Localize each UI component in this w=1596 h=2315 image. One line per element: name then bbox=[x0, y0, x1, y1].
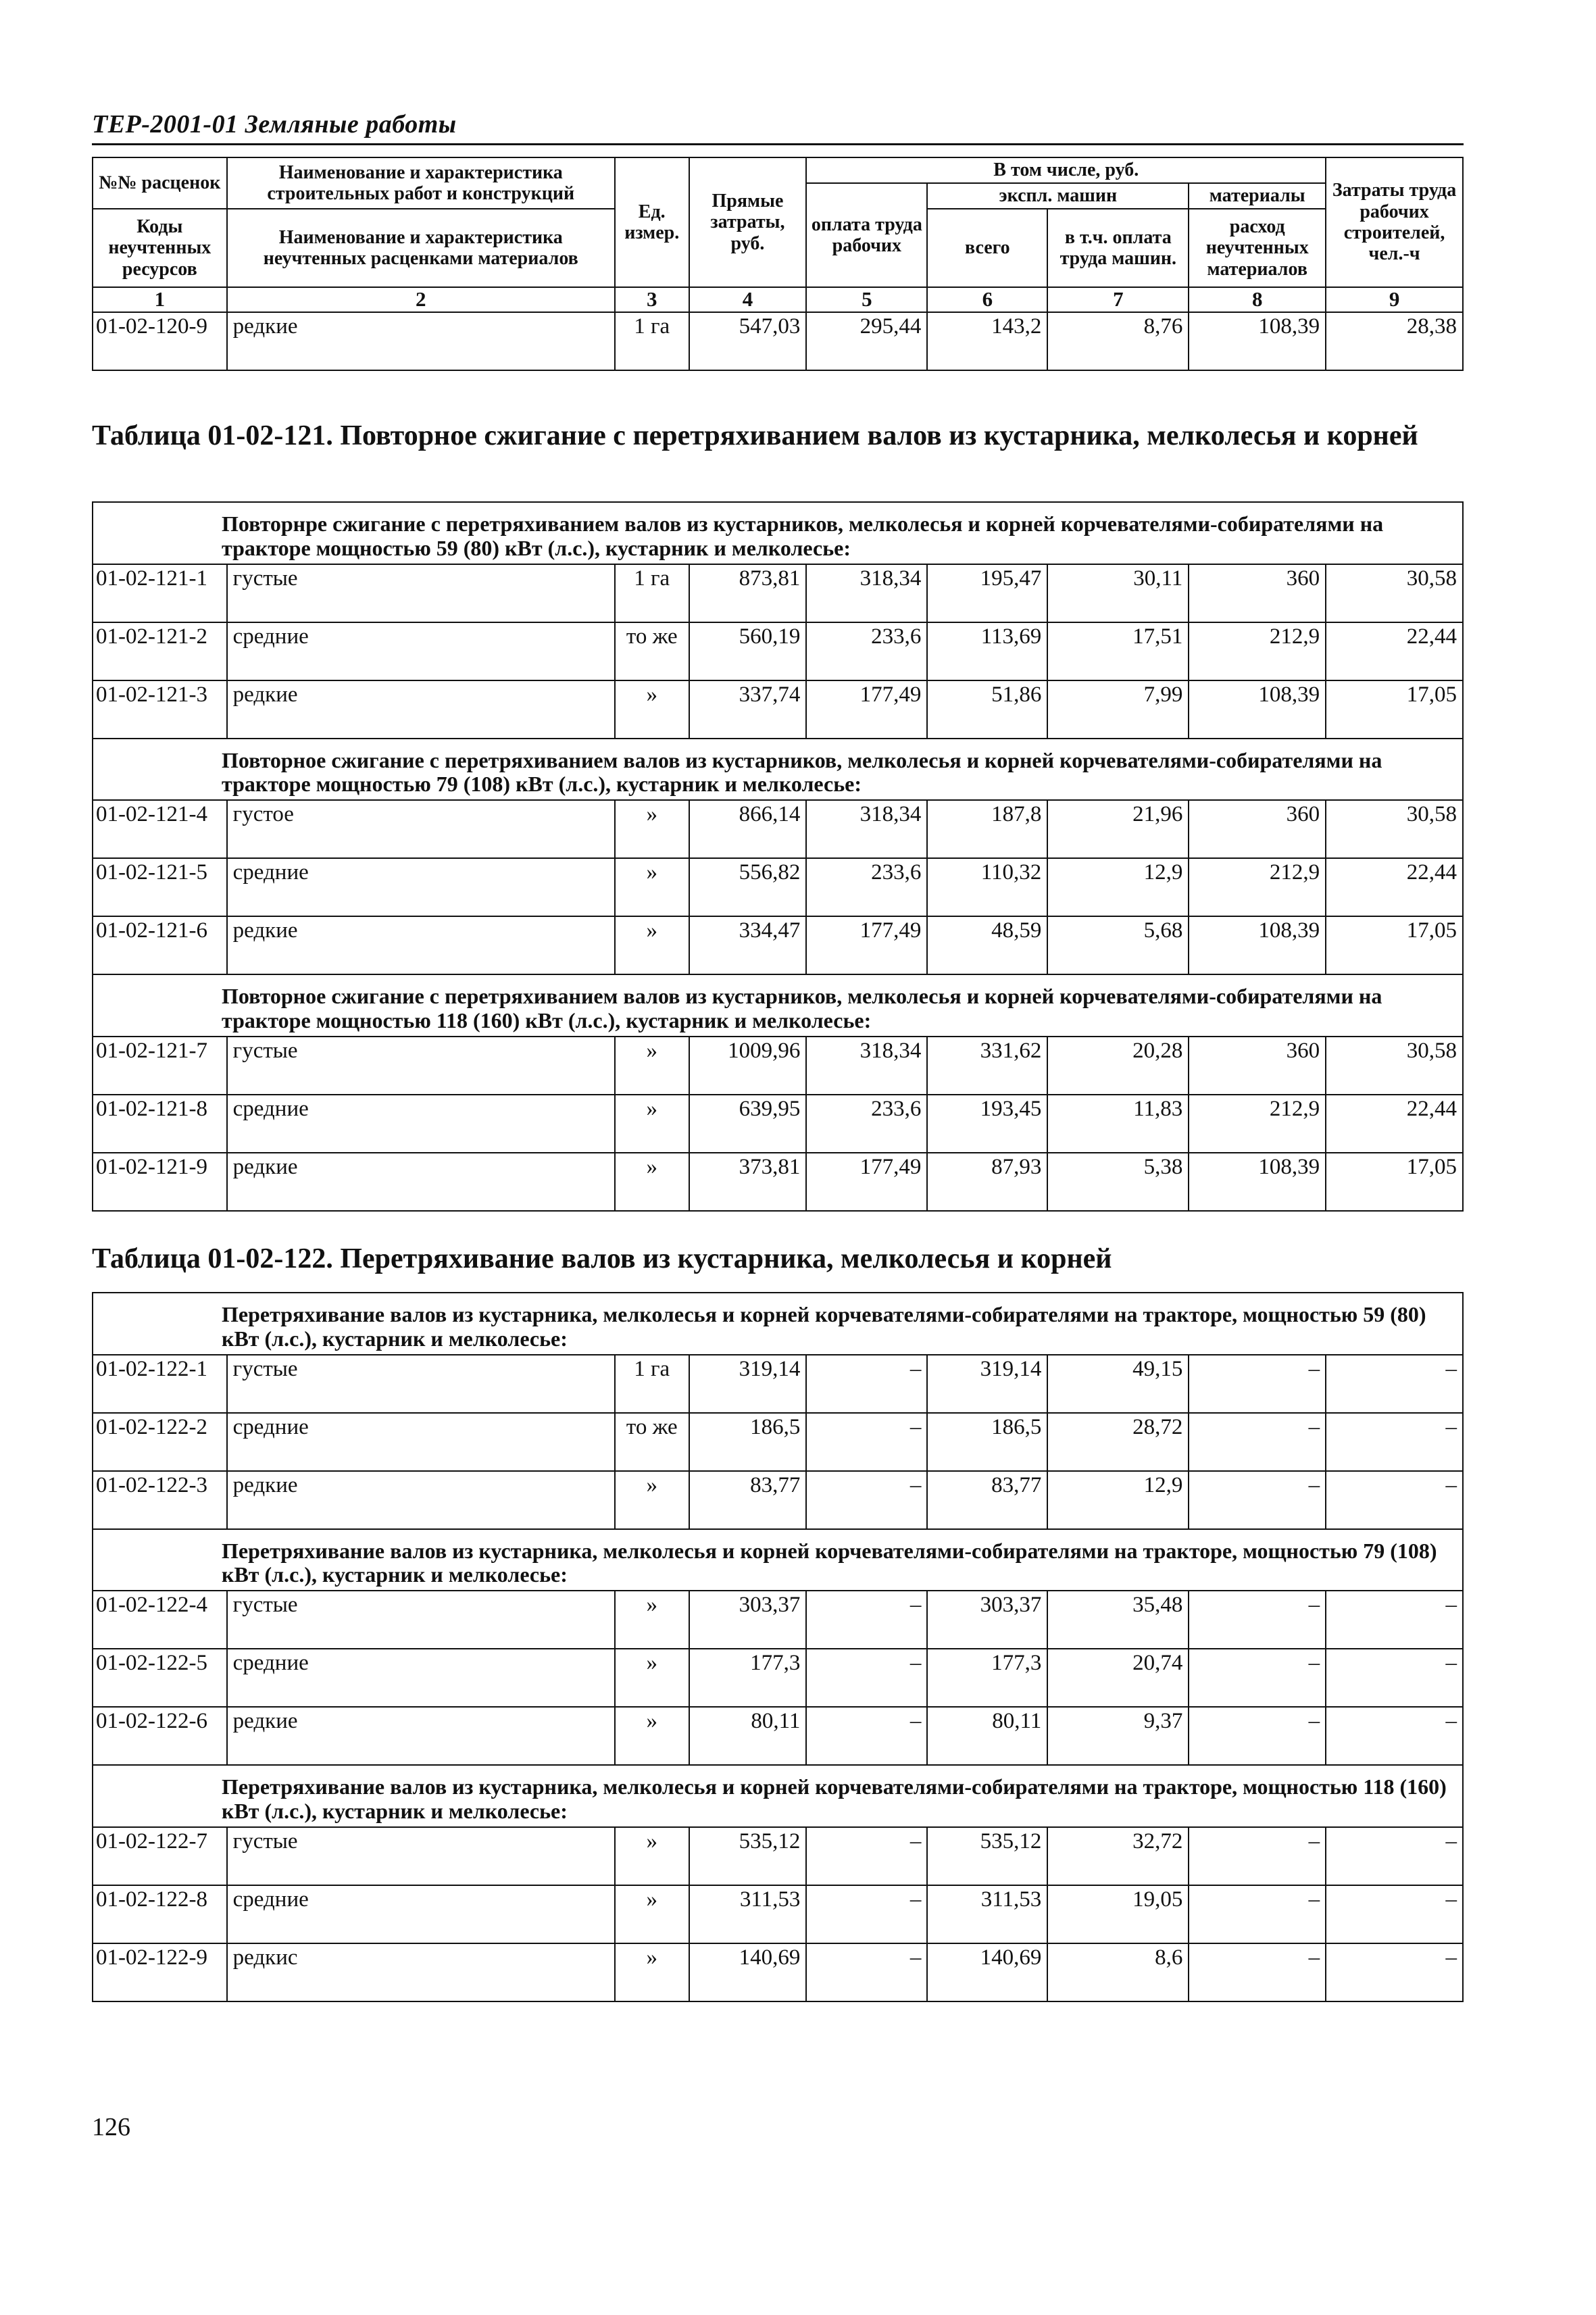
row-unit: то же bbox=[615, 1413, 689, 1471]
row-hours: – bbox=[1326, 1707, 1463, 1765]
table-row bbox=[93, 1037, 1463, 1095]
row-materials: – bbox=[1189, 1707, 1326, 1765]
row-unit: » bbox=[615, 1707, 689, 1765]
table-121-title bbox=[92, 419, 1464, 453]
row-code: 01-02-122-4 bbox=[93, 1591, 227, 1649]
row-name: густые bbox=[227, 564, 615, 622]
row-code: 01-02-121-1 bbox=[93, 564, 227, 622]
row-hours: – bbox=[1326, 1355, 1463, 1413]
group-header bbox=[93, 1765, 1463, 1827]
header-labor-hours: Затраты труда рабочих строителей, чел.-ч bbox=[1326, 157, 1463, 287]
row-name: средние bbox=[227, 858, 615, 916]
row-name: редкие bbox=[227, 312, 615, 370]
row-name: густое bbox=[227, 800, 615, 858]
row-machines: 87,93 bbox=[927, 1153, 1047, 1211]
row-unit: » bbox=[615, 1095, 689, 1153]
row-unit: » bbox=[615, 800, 689, 858]
row-direct: 547,03 bbox=[689, 312, 807, 370]
row-machines-labor: 7,99 bbox=[1047, 680, 1189, 739]
row-direct: 334,47 bbox=[689, 916, 807, 974]
row-labor: – bbox=[806, 1649, 927, 1707]
row-code: 01-02-122-8 bbox=[93, 1885, 227, 1943]
row-direct: 1009,96 bbox=[689, 1037, 807, 1095]
row-direct: 556,82 bbox=[689, 858, 807, 916]
row-labor: – bbox=[806, 1827, 927, 1885]
row-unit: то же bbox=[615, 622, 689, 680]
row-direct: 303,37 bbox=[689, 1591, 807, 1649]
col-num: 5 bbox=[806, 287, 927, 312]
row-materials: 108,39 bbox=[1189, 312, 1326, 370]
row-machines-labor: 32,72 bbox=[1047, 1827, 1189, 1885]
row-machines: 187,8 bbox=[927, 800, 1047, 858]
row-materials: 360 bbox=[1189, 800, 1326, 858]
col-num: 1 bbox=[93, 287, 227, 312]
row-name: редкие bbox=[227, 1707, 615, 1765]
col-num: 9 bbox=[1326, 287, 1463, 312]
row-hours: – bbox=[1326, 1827, 1463, 1885]
row-labor: 233,6 bbox=[806, 622, 927, 680]
row-direct: 639,95 bbox=[689, 1095, 807, 1153]
row-name: средние bbox=[227, 622, 615, 680]
row-hours: 22,44 bbox=[1326, 1095, 1463, 1153]
row-machines-labor: 8,6 bbox=[1047, 1943, 1189, 2001]
row-code: 01-02-122-7 bbox=[93, 1827, 227, 1885]
table-122-body bbox=[93, 1293, 1463, 2001]
row-machines: 177,3 bbox=[927, 1649, 1047, 1707]
row-code: 01-02-121-7 bbox=[93, 1037, 227, 1095]
table-row bbox=[93, 800, 1463, 858]
table-row bbox=[93, 1591, 1463, 1649]
header-materials-unaccounted: расход неучтенных материалов bbox=[1189, 209, 1326, 287]
row-materials: – bbox=[1189, 1943, 1326, 2001]
header-code-top: №№ расценок bbox=[93, 157, 227, 209]
row-labor: – bbox=[806, 1471, 927, 1529]
row-machines: 311,53 bbox=[927, 1885, 1047, 1943]
row-unit: » bbox=[615, 680, 689, 739]
row-materials: 212,9 bbox=[1189, 622, 1326, 680]
row-name: средние bbox=[227, 1095, 615, 1153]
row-hours: 28,38 bbox=[1326, 312, 1463, 370]
row-labor: 177,49 bbox=[806, 680, 927, 739]
row-code: 01-02-122-5 bbox=[93, 1649, 227, 1707]
table-row bbox=[93, 1707, 1463, 1765]
row-labor: – bbox=[806, 1707, 927, 1765]
header-table bbox=[92, 157, 1464, 371]
row-hours: 17,05 bbox=[1326, 680, 1463, 739]
row-hours: 22,44 bbox=[1326, 622, 1463, 680]
row-materials: – bbox=[1189, 1591, 1326, 1649]
row-machines-labor: 20,74 bbox=[1047, 1649, 1189, 1707]
row-hours: – bbox=[1326, 1471, 1463, 1529]
row-materials: – bbox=[1189, 1355, 1326, 1413]
row-unit: » bbox=[615, 1471, 689, 1529]
col-num: 4 bbox=[689, 287, 807, 312]
row-code: 01-02-120-9 bbox=[93, 312, 227, 370]
row-unit: » bbox=[615, 1591, 689, 1649]
row-machines-labor: 28,72 bbox=[1047, 1413, 1189, 1471]
col-num: 6 bbox=[927, 287, 1047, 312]
group-title: Перетряхивание валов из кустарника, мелколесья и корней корчевателями-собирателями на тракторе, мощностью 59 (80) кВт (л.с.), кустарник и мелколесье: bbox=[93, 1293, 1463, 1355]
table-row bbox=[93, 564, 1463, 622]
group-title: Перетряхивание валов из кустарника, мелколесья и корней корчевателями-собирателями на тракторе, мощностью 118 (160) кВт (л.с.), кустарник и мелколесье: bbox=[93, 1765, 1463, 1827]
row-labor: 318,34 bbox=[806, 1037, 927, 1095]
row-machines-labor: 17,51 bbox=[1047, 622, 1189, 680]
row-machines: 48,59 bbox=[927, 916, 1047, 974]
row-code: 01-02-121-4 bbox=[93, 800, 227, 858]
header-machines: экспл. машин bbox=[927, 183, 1189, 209]
group-header bbox=[93, 502, 1463, 564]
row-machines-labor: 21,96 bbox=[1047, 800, 1189, 858]
table-row bbox=[93, 312, 1463, 370]
row-labor: 177,49 bbox=[806, 1153, 927, 1211]
row-unit: 1 га bbox=[615, 312, 689, 370]
header-machines-labor: в т.ч. оплата труда машин. bbox=[1047, 209, 1189, 287]
row-hours: – bbox=[1326, 1943, 1463, 2001]
row-code: 01-02-121-9 bbox=[93, 1153, 227, 1211]
row-unit: » bbox=[615, 1827, 689, 1885]
row-machines-labor: 20,28 bbox=[1047, 1037, 1189, 1095]
row-labor: – bbox=[806, 1885, 927, 1943]
row-name: средние bbox=[227, 1885, 615, 1943]
table-122-text: Перетряхивание валов из кустарника, мелколесья и корней bbox=[340, 1243, 1112, 1274]
row-labor: 177,49 bbox=[806, 916, 927, 974]
header-direct-costs: Прямые затраты, руб. bbox=[689, 157, 807, 287]
table-row bbox=[93, 1355, 1463, 1413]
row-name: густые bbox=[227, 1591, 615, 1649]
row-materials: 360 bbox=[1189, 564, 1326, 622]
row-materials: 212,9 bbox=[1189, 858, 1326, 916]
row-unit: » bbox=[615, 916, 689, 974]
header-name-bottom: Наименование и характеристика неучтенных расценками материалов bbox=[227, 209, 615, 287]
row-name: густые bbox=[227, 1037, 615, 1095]
group-title: Повторное сжигание с перетряхиванием валов из кустарников, мелколесья и корней корчевателями-собирателями на тракторе мощностью 118 (160) кВт (л.с.), кустарник и мелколесье: bbox=[93, 974, 1463, 1037]
header-code-bottom: Коды неучтенных ресурсов bbox=[93, 209, 227, 287]
row-labor: 318,34 bbox=[806, 564, 927, 622]
table-row bbox=[93, 1885, 1463, 1943]
row-hours: 30,58 bbox=[1326, 564, 1463, 622]
header-labor-pay: оплата труда рабочих bbox=[806, 183, 927, 287]
col-num: 2 bbox=[227, 287, 615, 312]
table-122 bbox=[92, 1292, 1464, 2002]
row-code: 01-02-122-9 bbox=[93, 1943, 227, 2001]
row-machines-labor: 49,15 bbox=[1047, 1355, 1189, 1413]
row-code: 01-02-122-1 bbox=[93, 1355, 227, 1413]
header-including: В том числе, руб. bbox=[806, 157, 1326, 183]
column-number-row bbox=[93, 287, 1463, 312]
table-row bbox=[93, 622, 1463, 680]
row-machines-labor: 35,48 bbox=[1047, 1591, 1189, 1649]
row-unit: » bbox=[615, 1885, 689, 1943]
col-num: 3 bbox=[615, 287, 689, 312]
row-machines: 83,77 bbox=[927, 1471, 1047, 1529]
row-name: редкие bbox=[227, 1153, 615, 1211]
row-name: редкие bbox=[227, 916, 615, 974]
running-header: ТЕР-2001-01 Земляные работы bbox=[92, 109, 1464, 145]
header-machines-total: всего bbox=[927, 209, 1047, 287]
row-materials: – bbox=[1189, 1413, 1326, 1471]
row-unit: » bbox=[615, 1153, 689, 1211]
row-machines-labor: 12,9 bbox=[1047, 1471, 1189, 1529]
row-materials: 212,9 bbox=[1189, 1095, 1326, 1153]
table-row bbox=[93, 680, 1463, 739]
row-code: 01-02-122-6 bbox=[93, 1707, 227, 1765]
table-row bbox=[93, 1095, 1463, 1153]
row-unit: 1 га bbox=[615, 564, 689, 622]
row-labor: – bbox=[806, 1355, 927, 1413]
row-hours: 22,44 bbox=[1326, 858, 1463, 916]
row-code: 01-02-121-6 bbox=[93, 916, 227, 974]
row-machines: 113,69 bbox=[927, 622, 1047, 680]
row-materials: – bbox=[1189, 1649, 1326, 1707]
row-machines: 303,37 bbox=[927, 1591, 1047, 1649]
row-machines-labor: 11,83 bbox=[1047, 1095, 1189, 1153]
col-num: 7 bbox=[1047, 287, 1189, 312]
row-name: густые bbox=[227, 1827, 615, 1885]
row-labor: 295,44 bbox=[806, 312, 927, 370]
table-121-text: Повторное сжигание с перетряхиванием валов из кустарника, мелколесья и корней bbox=[340, 420, 1418, 451]
row-machines: 319,14 bbox=[927, 1355, 1047, 1413]
table-row bbox=[93, 858, 1463, 916]
table-row bbox=[93, 1943, 1463, 2001]
row-unit: » bbox=[615, 1037, 689, 1095]
row-machines-labor: 5,68 bbox=[1047, 916, 1189, 974]
row-unit: » bbox=[615, 858, 689, 916]
row-hours: 17,05 bbox=[1326, 1153, 1463, 1211]
row-materials: 108,39 bbox=[1189, 916, 1326, 974]
row-labor: 233,6 bbox=[806, 1095, 927, 1153]
table-122-label: Таблица 01-02-122. bbox=[92, 1243, 333, 1274]
row-labor: – bbox=[806, 1943, 927, 2001]
row-name: средние bbox=[227, 1413, 615, 1471]
row-materials: – bbox=[1189, 1471, 1326, 1529]
table-row bbox=[93, 1413, 1463, 1471]
row-machines: 110,32 bbox=[927, 858, 1047, 916]
row-code: 01-02-122-3 bbox=[93, 1471, 227, 1529]
header-name-top: Наименование и характеристика строительных работ и конструкций bbox=[227, 157, 615, 209]
row-name: редкис bbox=[227, 1943, 615, 2001]
group-header bbox=[93, 1529, 1463, 1591]
row-machines-labor: 9,37 bbox=[1047, 1707, 1189, 1765]
table-row bbox=[93, 1827, 1463, 1885]
group-header bbox=[93, 974, 1463, 1037]
group-header bbox=[93, 739, 1463, 801]
row-direct: 535,12 bbox=[689, 1827, 807, 1885]
row-machines: 535,12 bbox=[927, 1827, 1047, 1885]
table-row bbox=[93, 1471, 1463, 1529]
row-labor: – bbox=[806, 1413, 927, 1471]
row-machines-labor: 12,9 bbox=[1047, 858, 1189, 916]
group-title: Повторнре сжигание с перетряхиванием валов из кустарников, мелколесья и корней корчевателями-собирателями на тракторе мощностью 59 (80) кВт (л.с.), кустарник и мелколесье: bbox=[93, 502, 1463, 564]
page-number: 126 bbox=[92, 2113, 130, 2141]
row-hours: 30,58 bbox=[1326, 1037, 1463, 1095]
group-title: Повторное сжигание с перетряхиванием валов из кустарников, мелколесья и корней корчевателями-собирателями на тракторе мощностью 79 (108) кВт (л.с.), кустарник и мелколесье: bbox=[93, 739, 1463, 801]
row-direct: 319,14 bbox=[689, 1355, 807, 1413]
row-machines: 51,86 bbox=[927, 680, 1047, 739]
row-hours: – bbox=[1326, 1413, 1463, 1471]
group-title: Перетряхивание валов из кустарника, мелколесья и корней корчевателями-собирателями на тракторе, мощностью 79 (108) кВт (л.с.), кустарник и мелколесье: bbox=[93, 1529, 1463, 1591]
row-name: средние bbox=[227, 1649, 615, 1707]
row-direct: 80,11 bbox=[689, 1707, 807, 1765]
row-hours: 17,05 bbox=[1326, 916, 1463, 974]
row-labor: 233,6 bbox=[806, 858, 927, 916]
row-hours: – bbox=[1326, 1885, 1463, 1943]
table-row bbox=[93, 1153, 1463, 1211]
table-122-title bbox=[92, 1242, 1464, 1276]
table-row bbox=[93, 916, 1463, 974]
row-machines: 193,45 bbox=[927, 1095, 1047, 1153]
col-num: 8 bbox=[1189, 287, 1326, 312]
row-code: 01-02-121-5 bbox=[93, 858, 227, 916]
row-direct: 177,3 bbox=[689, 1649, 807, 1707]
row-labor: – bbox=[806, 1591, 927, 1649]
row-machines: 331,62 bbox=[927, 1037, 1047, 1095]
row-unit: » bbox=[615, 1649, 689, 1707]
row-hours: – bbox=[1326, 1649, 1463, 1707]
row-direct: 373,81 bbox=[689, 1153, 807, 1211]
row-direct: 337,74 bbox=[689, 680, 807, 739]
table-row bbox=[93, 1649, 1463, 1707]
row-machines-labor: 19,05 bbox=[1047, 1885, 1189, 1943]
row-name: редкие bbox=[227, 1471, 615, 1529]
group-header bbox=[93, 1293, 1463, 1355]
row-materials: 108,39 bbox=[1189, 1153, 1326, 1211]
table-121-body bbox=[93, 502, 1463, 1211]
row-materials: – bbox=[1189, 1827, 1326, 1885]
row-direct: 311,53 bbox=[689, 1885, 807, 1943]
row-code: 01-02-121-8 bbox=[93, 1095, 227, 1153]
row-code: 01-02-121-2 bbox=[93, 622, 227, 680]
row-name: редкие bbox=[227, 680, 615, 739]
header-unit: Ед. измер. bbox=[615, 157, 689, 287]
row-machines-labor: 8,76 bbox=[1047, 312, 1189, 370]
row-machines: 140,69 bbox=[927, 1943, 1047, 2001]
row-machines: 80,11 bbox=[927, 1707, 1047, 1765]
row-machines-labor: 30,11 bbox=[1047, 564, 1189, 622]
row-hours: – bbox=[1326, 1591, 1463, 1649]
table-121-label: Таблица 01-02-121. bbox=[92, 420, 333, 451]
row-code: 01-02-121-3 bbox=[93, 680, 227, 739]
row-unit: » bbox=[615, 1943, 689, 2001]
row-direct: 873,81 bbox=[689, 564, 807, 622]
row-direct: 140,69 bbox=[689, 1943, 807, 2001]
row-direct: 186,5 bbox=[689, 1413, 807, 1471]
row-code: 01-02-122-2 bbox=[93, 1413, 227, 1471]
row-machines-labor: 5,38 bbox=[1047, 1153, 1189, 1211]
row-materials: 360 bbox=[1189, 1037, 1326, 1095]
table-121 bbox=[92, 501, 1464, 1212]
row-materials: 108,39 bbox=[1189, 680, 1326, 739]
row-name: густые bbox=[227, 1355, 615, 1413]
row-direct: 866,14 bbox=[689, 800, 807, 858]
row-machines: 143,2 bbox=[927, 312, 1047, 370]
header-materials: материалы bbox=[1189, 183, 1326, 209]
row-unit: 1 га bbox=[615, 1355, 689, 1413]
row-direct: 83,77 bbox=[689, 1471, 807, 1529]
row-machines: 186,5 bbox=[927, 1413, 1047, 1471]
row-direct: 560,19 bbox=[689, 622, 807, 680]
row-labor: 318,34 bbox=[806, 800, 927, 858]
row-materials: – bbox=[1189, 1885, 1326, 1943]
row-hours: 30,58 bbox=[1326, 800, 1463, 858]
row-machines: 195,47 bbox=[927, 564, 1047, 622]
